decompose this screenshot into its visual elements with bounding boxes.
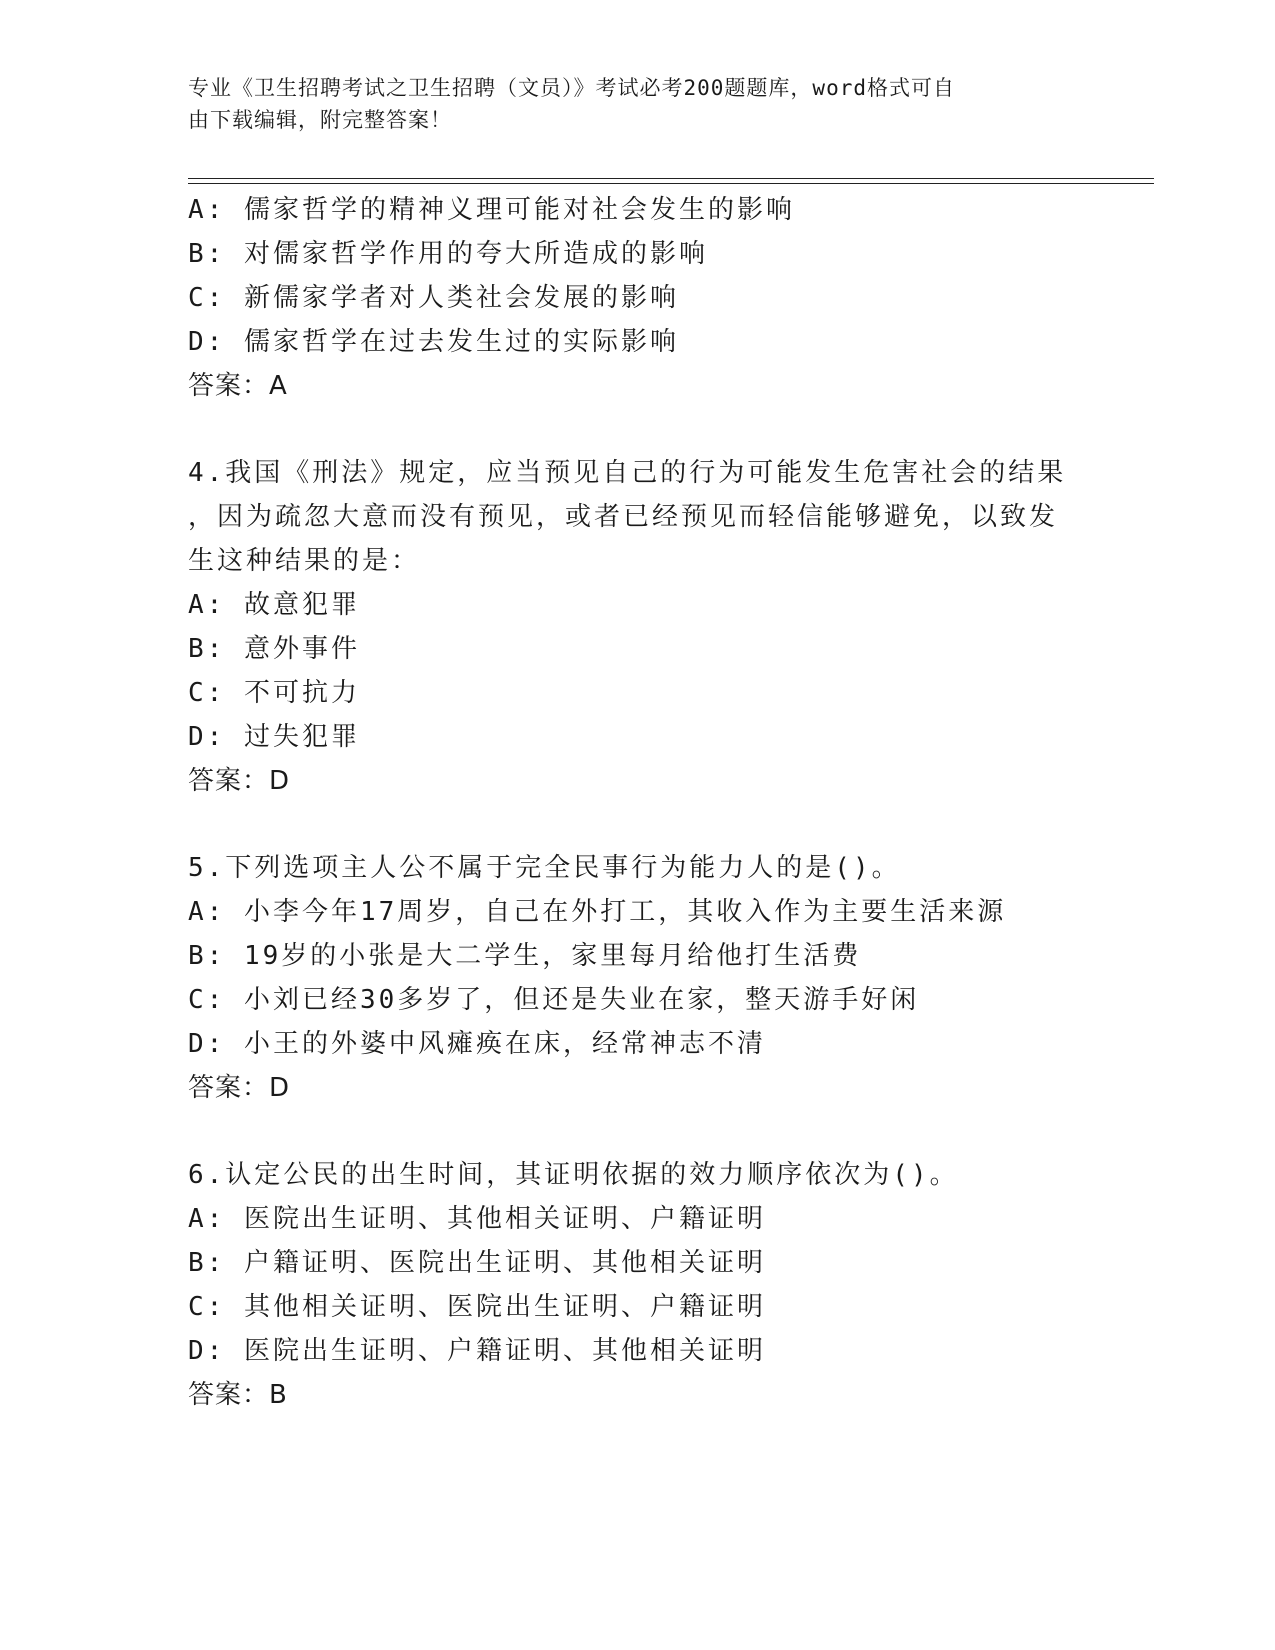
q6-option-b: B: 户籍证明、医院出生证明、其他相关证明 (188, 1248, 766, 1278)
q3-option-c: C: 新儒家学者对人类社会发展的影响 (188, 283, 679, 313)
q6-option-c: C: 其他相关证明、医院出生证明、户籍证明 (188, 1292, 766, 1322)
q6-option-d: D: 医院出生证明、户籍证明、其他相关证明 (188, 1336, 766, 1366)
q4-option-b: B: 意外事件 (188, 634, 360, 664)
header-line-2: 由下载编辑，附完整答案！ (188, 108, 452, 132)
q5-stem: 5.下列选项主人公不属于完全民事行为能力人的是()。 (188, 853, 901, 883)
q4-option-d: D: 过失犯罪 (188, 722, 360, 752)
q3-answer: 答案：A (188, 371, 288, 401)
q6-answer: 答案：B (188, 1380, 288, 1410)
q3-option-d: D: 儒家哲学在过去发生过的实际影响 (188, 327, 679, 357)
q4-answer: 答案：D (188, 766, 291, 796)
q5-option-b: B: 19岁的小张是大二学生，家里每月给他打生活费 (188, 941, 862, 971)
q5-answer: 答案：D (188, 1073, 291, 1103)
q4-stem-line-1: 4.我国《刑法》规定，应当预见自己的行为可能发生危害社会的结果 (188, 458, 1067, 488)
document-header (188, 72, 1088, 136)
q5-option-c: C: 小刘已经30多岁了，但还是失业在家，整天游手好闲 (188, 985, 920, 1015)
q4-stem-line-2: ，因为疏忽大意而没有预见，或者已经预见而轻信能够避免，以致发 (188, 502, 1059, 532)
q4-option-a: A: 故意犯罪 (188, 590, 360, 620)
q3-option-b: B: 对儒家哲学作用的夸大所造成的影响 (188, 239, 708, 269)
q4-option-c: C: 不可抗力 (188, 678, 360, 708)
q3-option-a: A: 儒家哲学的精神义理可能对社会发生的影响 (188, 195, 795, 225)
q4-stem-line-3: 生这种结果的是： (188, 546, 421, 576)
q5-option-a: A: 小李今年17周岁，自己在外打工，其收入作为主要生活来源 (188, 897, 1007, 927)
q6-stem: 6.认定公民的出生时间，其证明依据的效力顺序依次为()。 (188, 1160, 959, 1190)
header-divider-bottom (188, 183, 1154, 184)
q6-option-a: A: 医院出生证明、其他相关证明、户籍证明 (188, 1204, 766, 1234)
q5-option-d: D: 小王的外婆中风瘫痪在床，经常神志不清 (188, 1029, 766, 1059)
header-line-1: 专业《卫生招聘考试之卫生招聘（文员）》考试必考200题题库，word格式可自 (188, 76, 955, 100)
header-divider-top (188, 178, 1154, 179)
